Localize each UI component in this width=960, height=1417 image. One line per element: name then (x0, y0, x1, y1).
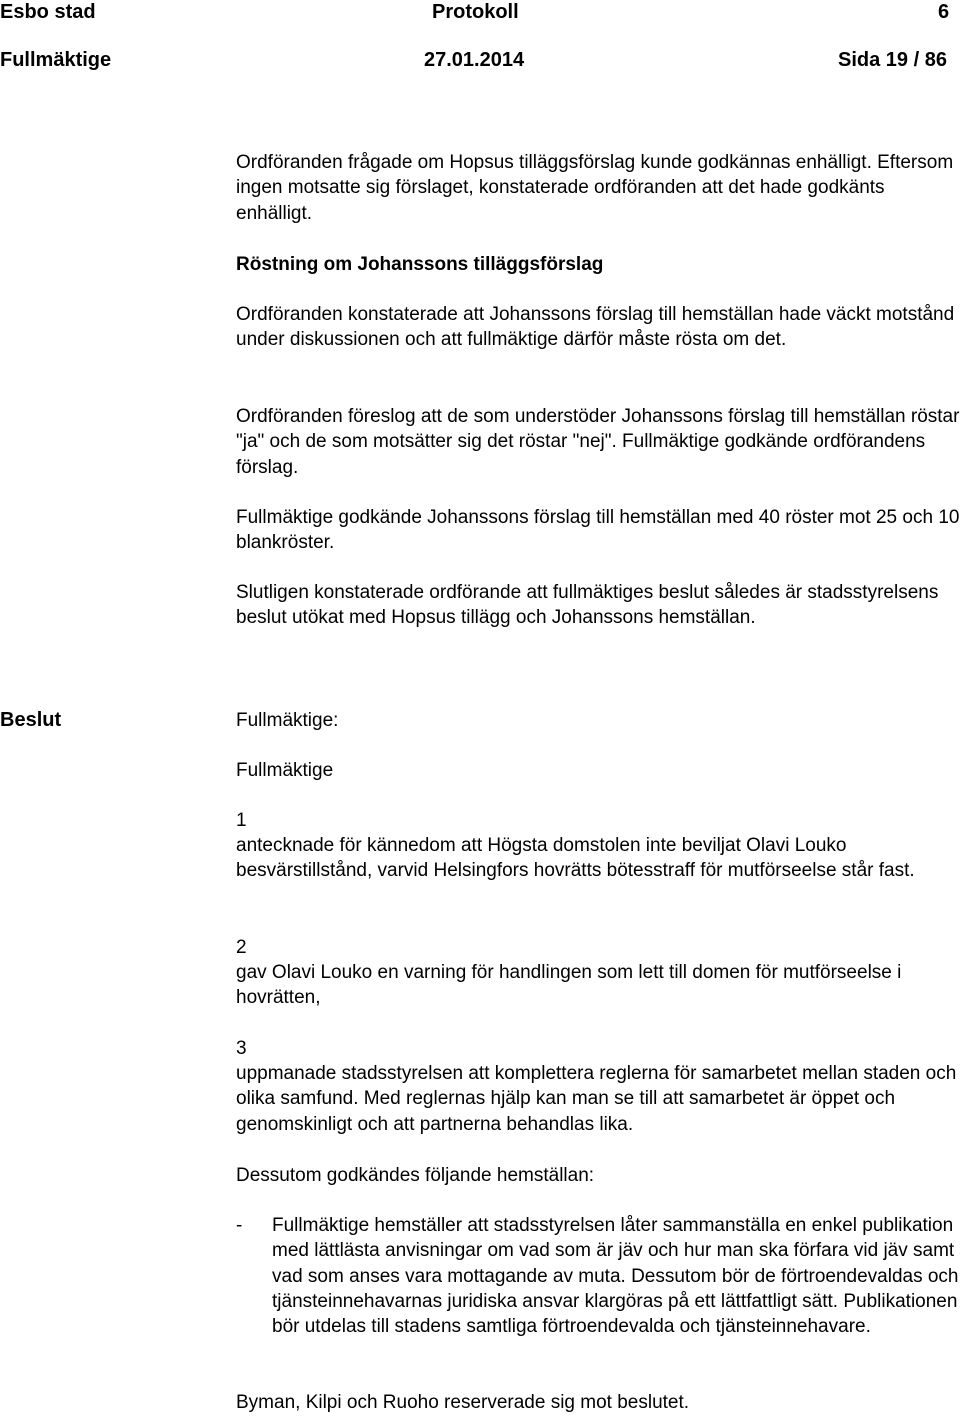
decision-body: Fullmäktige (236, 760, 334, 781)
decision-intro: Fullmäktige: (236, 710, 339, 731)
subheading-voting: Röstning om Johanssons tilläggsförslag (236, 254, 604, 275)
header-page: Sida 19 / 86 (838, 49, 947, 71)
paragraph-vote-result: Fullmäktige godkände Johanssons förslag till hemställan med 40 röster mot 25 och 10 blankröster. (236, 507, 960, 554)
header-number: 6 (938, 1, 950, 23)
paragraph-conclusion: Slutligen konstaterade ordförande att fullmäktiges beslut således är stadsstyrelsens beslut utökat med Hopsus tillägg och Johanssons hemställan. (236, 582, 939, 629)
decision-item-2-text: gav Olavi Louko en varning för handlingen som lett till domen för mutförseelse i hovrätten, (236, 962, 902, 1009)
decision-item-3-text: uppmanade stadsstyrelsen att komplettera reglerna för samarbetet mellan staden och olika samfund. Med reglernas hjälp kan man se till att samarbetet är öppet och genomskinligt och att partnerna behandlas lika. (236, 1063, 957, 1135)
bullet-marker: - (236, 1215, 243, 1236)
decision-item-1-number: 1 (236, 810, 247, 831)
paragraph-opposition: Ordföranden konstaterade att Johanssons förslag till hemställan hade väckt motstånd under diskussionen och att fullmäktige därför måste rösta om det. (236, 304, 955, 351)
header-doc-type: Protokoll (432, 1, 519, 23)
header-org: Esbo stad (0, 1, 96, 23)
decision-bullet (236, 1213, 960, 1339)
paragraph-hopsus: Ordföranden frågade om Hopsus tilläggsförslag kunde godkännas enhälligt. Eftersom ingen motsatte sig förslaget, konstaterade ordföranden att det hade godkänts enhälligt. (236, 152, 954, 224)
decision-item-3-number: 3 (236, 1038, 247, 1059)
decision-item-1-text: antecknade för kännedom att Högsta domstolen inte beviljat Olavi Louko besvärstillstånd, varvid Helsingfors hovrätts bötesstraff för mutförseelse står fast. (236, 835, 915, 882)
paragraph-proposal: Ordföranden föreslog att de som understöder Johanssons förslag till hemställan röstar "ja" och de som motsätter sig det röstar "nej". Fullmäktige godkände ordförandens förslag. (236, 406, 960, 478)
header-body: Fullmäktige (0, 49, 112, 71)
decision-label: Beslut (0, 709, 62, 731)
header-date: 27.01.2014 (424, 49, 525, 71)
decision-reservation: Byman, Kilpi och Ruoho reserverade sig mot beslutet. (236, 1392, 690, 1413)
decision-also: Dessutom godkändes följande hemställan: (236, 1165, 595, 1186)
bullet-text: Fullmäktige hemställer att stadsstyrelsen låter sammanställa en enkel publikation med lättlästa anvisningar om vad som är jäv och hur man ska förfara vid jäv samt vad som anses vara mottagande av muta. Dessutom bör de förtroendevaldas och tjänsteinnehavarnas juridiska ansvar klargöras på ett lättfattligt sätt. Publikationen bör utdelas till stadens samtliga förtroendevalda och tjänsteinnehavare. (272, 1215, 959, 1338)
decision-item-2-number: 2 (236, 937, 247, 958)
